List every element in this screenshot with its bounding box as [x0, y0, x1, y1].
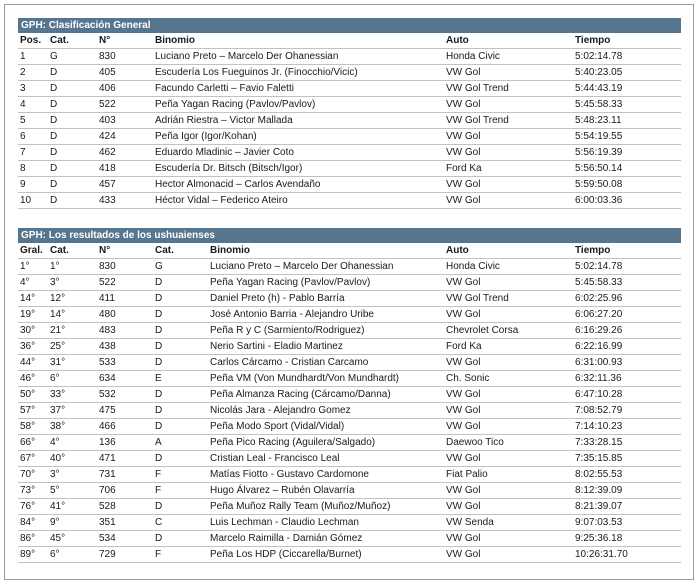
cell-category-position: 14° — [48, 307, 97, 323]
cell-number: 483 — [97, 323, 153, 339]
cell-time: 5:02:14.78 — [573, 49, 681, 65]
cell-overall: 30° — [18, 323, 48, 339]
cell-car: VW Gol — [444, 419, 573, 435]
cell-number: 475 — [97, 403, 153, 419]
cell-time: 6:32:11.36 — [573, 371, 681, 387]
cell-time: 8:21:39.07 — [573, 499, 681, 515]
table-row — [18, 291, 681, 307]
cell-category: D — [153, 387, 208, 403]
table-row — [18, 145, 681, 161]
cell-time: 5:45:58.33 — [573, 275, 681, 291]
cell-car: Daewoo Tico — [444, 435, 573, 451]
table-row — [18, 177, 681, 193]
cell-time: 5:48:23.11 — [573, 113, 681, 129]
cell-time: 8:12:39.09 — [573, 483, 681, 499]
cell-car: Fiat Palio — [444, 467, 573, 483]
table-row — [18, 323, 681, 339]
cell-time: 5:59:50.08 — [573, 177, 681, 193]
cell-overall: 58° — [18, 419, 48, 435]
cell-car: Chevrolet Corsa — [444, 323, 573, 339]
cell-number: 830 — [97, 259, 153, 275]
cell-overall: 57° — [18, 403, 48, 419]
table-row — [18, 451, 681, 467]
cell-number: 729 — [97, 547, 153, 563]
table-row — [18, 307, 681, 323]
table-row — [18, 275, 681, 291]
cell-number: 480 — [97, 307, 153, 323]
cell-category-position: 33° — [48, 387, 97, 403]
cell-time: 9:25:36.18 — [573, 531, 681, 547]
table-row — [18, 129, 681, 145]
cell-category: D — [48, 193, 97, 209]
table-row — [18, 547, 681, 563]
cell-crew: Peña Muñoz Rally Team (Muñoz/Muñoz) — [208, 499, 444, 515]
cell-time: 5:56:50.14 — [573, 161, 681, 177]
cell-crew: Adrián Riestra – Victor Mallada — [153, 113, 444, 129]
cell-overall: 46° — [18, 371, 48, 387]
cell-category-position: 6° — [48, 547, 97, 563]
cell-crew: Hector Almonacid – Carlos Avendaño — [153, 177, 444, 193]
table-row — [18, 49, 681, 65]
table-row — [18, 515, 681, 531]
general-classification-section — [18, 18, 681, 209]
cell-number: 438 — [97, 339, 153, 355]
cell-number: 532 — [97, 387, 153, 403]
cell-category-position: 3° — [48, 275, 97, 291]
cell-category: D — [153, 291, 208, 307]
cell-category: D — [48, 97, 97, 113]
cell-category: G — [153, 259, 208, 275]
cell-number: 405 — [97, 65, 153, 81]
cell-category: D — [153, 307, 208, 323]
table-row — [18, 403, 681, 419]
cell-overall: 73° — [18, 483, 48, 499]
header-number: N° — [97, 243, 153, 259]
table-row — [18, 419, 681, 435]
cell-time: 6:31:00.93 — [573, 355, 681, 371]
cell-category: F — [153, 483, 208, 499]
cell-crew: Nicolás Jara - Alejandro Gomez — [208, 403, 444, 419]
table-row — [18, 113, 681, 129]
cell-crew: Peña Yagan Racing (Pavlov/Pavlov) — [208, 275, 444, 291]
cell-number: 731 — [97, 467, 153, 483]
cell-number: 406 — [97, 81, 153, 97]
cell-number: 424 — [97, 129, 153, 145]
cell-crew: Luis Lechman - Claudio Lechman — [208, 515, 444, 531]
cell-time: 6:22:16.99 — [573, 339, 681, 355]
cell-car: VW Gol — [444, 451, 573, 467]
cell-crew: Peña Yagan Racing (Pavlov/Pavlov) — [153, 97, 444, 113]
cell-position: 2 — [18, 65, 48, 81]
cell-crew: Hugo Álvarez – Rubén Olavarría — [208, 483, 444, 499]
cell-category: D — [153, 403, 208, 419]
cell-number: 433 — [97, 193, 153, 209]
table-header-row — [18, 33, 681, 49]
cell-category-position: 40° — [48, 451, 97, 467]
cell-category-position: 45° — [48, 531, 97, 547]
cell-time: 5:45:58.33 — [573, 97, 681, 113]
cell-number: 706 — [97, 483, 153, 499]
cell-crew: Eduardo Mladinic – Javier Coto — [153, 145, 444, 161]
cell-category-position: 5° — [48, 483, 97, 499]
table-row — [18, 65, 681, 81]
cell-number: 136 — [97, 435, 153, 451]
table-row — [18, 339, 681, 355]
cell-crew: Peña R y C (Sarmiento/Rodriguez) — [208, 323, 444, 339]
cell-car: VW Gol Trend — [444, 113, 573, 129]
header-time: Tiempo — [573, 33, 681, 49]
cell-category: A — [153, 435, 208, 451]
ushuaia-results-table — [18, 243, 681, 563]
cell-time: 10:26:31.70 — [573, 547, 681, 563]
cell-position: 10 — [18, 193, 48, 209]
cell-category-position: 3° — [48, 467, 97, 483]
cell-category: D — [153, 419, 208, 435]
cell-overall: 4° — [18, 275, 48, 291]
cell-category: D — [153, 499, 208, 515]
cell-time: 6:00:03.36 — [573, 193, 681, 209]
table-row — [18, 387, 681, 403]
cell-crew: Peña VM (Von Mundhardt/Von Mundhardt) — [208, 371, 444, 387]
cell-time: 7:08:52.79 — [573, 403, 681, 419]
cell-crew: Peña Los HDP (Ciccarella/Burnet) — [208, 547, 444, 563]
table-row — [18, 97, 681, 113]
cell-category: D — [153, 451, 208, 467]
cell-car: VW Gol — [444, 403, 573, 419]
cell-car: VW Gol — [444, 387, 573, 403]
cell-overall: 84° — [18, 515, 48, 531]
header-category: Cat. — [48, 33, 97, 49]
cell-time: 5:02:14.78 — [573, 259, 681, 275]
cell-category: D — [48, 129, 97, 145]
cell-category: D — [48, 65, 97, 81]
cell-overall: 70° — [18, 467, 48, 483]
cell-car: VW Gol — [444, 483, 573, 499]
cell-time: 6:47:10.28 — [573, 387, 681, 403]
table-row — [18, 81, 681, 97]
cell-crew: Peña Igor (Igor/Kohan) — [153, 129, 444, 145]
cell-category: G — [48, 49, 97, 65]
cell-number: 418 — [97, 161, 153, 177]
table-row — [18, 371, 681, 387]
cell-overall: 14° — [18, 291, 48, 307]
cell-overall: 89° — [18, 547, 48, 563]
cell-category: D — [153, 355, 208, 371]
cell-number: 471 — [97, 451, 153, 467]
cell-category-position: 4° — [48, 435, 97, 451]
cell-category: C — [153, 515, 208, 531]
cell-position: 9 — [18, 177, 48, 193]
cell-number: 634 — [97, 371, 153, 387]
cell-category: D — [153, 531, 208, 547]
cell-crew: Escudería Dr. Bitsch (Bitsch/Igor) — [153, 161, 444, 177]
cell-number: 351 — [97, 515, 153, 531]
cell-crew: Marcelo Raimilla - Damián Gómez — [208, 531, 444, 547]
header-crew: Binomio — [208, 243, 444, 259]
cell-crew: Nerio Sartini - Eladio Martinez — [208, 339, 444, 355]
cell-position: 1 — [18, 49, 48, 65]
cell-car: VW Gol — [444, 97, 573, 113]
cell-time: 6:16:29.26 — [573, 323, 681, 339]
cell-number: 403 — [97, 113, 153, 129]
cell-time: 8:02:55.53 — [573, 467, 681, 483]
cell-number: 522 — [97, 97, 153, 113]
table-row — [18, 467, 681, 483]
cell-overall: 36° — [18, 339, 48, 355]
cell-time: 6:02:25.96 — [573, 291, 681, 307]
table-row — [18, 499, 681, 515]
ushuaia-results-title: GPH: Los resultados de los ushuaienses — [18, 228, 681, 243]
cell-category-position: 31° — [48, 355, 97, 371]
cell-time: 7:35:15.85 — [573, 451, 681, 467]
ushuaia-results-section — [18, 228, 681, 563]
cell-overall: 19° — [18, 307, 48, 323]
header-position: Pos. — [18, 33, 48, 49]
cell-car: VW Gol — [444, 499, 573, 515]
cell-number: 528 — [97, 499, 153, 515]
cell-time: 5:44:43.19 — [573, 81, 681, 97]
cell-category-position: 25° — [48, 339, 97, 355]
cell-car: VW Gol — [444, 193, 573, 209]
cell-category-position: 41° — [48, 499, 97, 515]
cell-category: E — [153, 371, 208, 387]
cell-category-position: 21° — [48, 323, 97, 339]
cell-car: VW Gol — [444, 307, 573, 323]
table-row — [18, 435, 681, 451]
cell-category-position: 9° — [48, 515, 97, 531]
cell-number: 457 — [97, 177, 153, 193]
cell-number: 830 — [97, 49, 153, 65]
cell-car: Honda Civic — [444, 49, 573, 65]
cell-overall: 67° — [18, 451, 48, 467]
cell-car: VW Gol — [444, 177, 573, 193]
cell-position: 3 — [18, 81, 48, 97]
cell-category-position: 37° — [48, 403, 97, 419]
cell-crew: Héctor Vidal – Federico Ateiro — [153, 193, 444, 209]
cell-car: VW Gol — [444, 129, 573, 145]
cell-car: VW Gol — [444, 355, 573, 371]
cell-car: VW Gol — [444, 547, 573, 563]
cell-time: 9:07:03.53 — [573, 515, 681, 531]
cell-category: D — [48, 81, 97, 97]
cell-number: 411 — [97, 291, 153, 307]
cell-car: Ch. Sonic — [444, 371, 573, 387]
cell-category: D — [48, 161, 97, 177]
cell-car: VW Gol Trend — [444, 81, 573, 97]
cell-car: VW Gol — [444, 275, 573, 291]
cell-car: VW Gol — [444, 65, 573, 81]
cell-category-position: 6° — [48, 371, 97, 387]
cell-time: 5:40:23.05 — [573, 65, 681, 81]
cell-time: 5:56:19.39 — [573, 145, 681, 161]
cell-overall: 66° — [18, 435, 48, 451]
table-row — [18, 193, 681, 209]
cell-overall: 86° — [18, 531, 48, 547]
general-classification-title: GPH: Clasificación General — [18, 18, 681, 33]
header-time: Tiempo — [573, 243, 681, 259]
cell-crew: Facundo Carletti – Favio Faletti — [153, 81, 444, 97]
cell-position: 5 — [18, 113, 48, 129]
cell-category: F — [153, 547, 208, 563]
cell-category: D — [48, 113, 97, 129]
cell-time: 7:33:28.15 — [573, 435, 681, 451]
cell-crew: Luciano Preto – Marcelo Der Ohanessian — [208, 259, 444, 275]
cell-car: Ford Ka — [444, 339, 573, 355]
cell-category: D — [48, 145, 97, 161]
cell-crew: Matías Fiotto - Gustavo Cardomone — [208, 467, 444, 483]
cell-time: 7:14:10.23 — [573, 419, 681, 435]
cell-car: VW Senda — [444, 515, 573, 531]
cell-number: 533 — [97, 355, 153, 371]
cell-car: VW Gol Trend — [444, 291, 573, 307]
cell-number: 534 — [97, 531, 153, 547]
cell-number: 462 — [97, 145, 153, 161]
cell-crew: Carlos Cárcamo - Cristian Carcamo — [208, 355, 444, 371]
table-row — [18, 259, 681, 275]
cell-category-position: 1° — [48, 259, 97, 275]
cell-overall: 76° — [18, 499, 48, 515]
cell-crew: Escudería Los Fueguinos Jr. (Finocchio/Vicic) — [153, 65, 444, 81]
cell-crew: Daniel Preto (h) - Pablo Barría — [208, 291, 444, 307]
cell-category: F — [153, 467, 208, 483]
table-row — [18, 161, 681, 177]
header-car: Auto — [444, 33, 573, 49]
cell-position: 7 — [18, 145, 48, 161]
cell-number: 466 — [97, 419, 153, 435]
cell-crew: Cristian Leal - Francisco Leal — [208, 451, 444, 467]
cell-car: Ford Ka — [444, 161, 573, 177]
table-row — [18, 531, 681, 547]
table-row — [18, 483, 681, 499]
cell-crew: Peña Almanza Racing (Cárcamo/Danna) — [208, 387, 444, 403]
cell-time: 5:54:19.55 — [573, 129, 681, 145]
cell-crew: Luciano Preto – Marcelo Der Ohanessian — [153, 49, 444, 65]
table-row — [18, 355, 681, 371]
cell-category-position: 12° — [48, 291, 97, 307]
header-category-position: Cat. — [48, 243, 97, 259]
cell-category: D — [153, 339, 208, 355]
cell-crew: Peña Pico Racing (Aguilera/Salgado) — [208, 435, 444, 451]
cell-position: 6 — [18, 129, 48, 145]
cell-category: D — [153, 323, 208, 339]
cell-overall: 50° — [18, 387, 48, 403]
cell-position: 8 — [18, 161, 48, 177]
cell-crew: Peña Modo Sport (Vidal/Vidal) — [208, 419, 444, 435]
header-overall: Gral. — [18, 243, 48, 259]
header-number: N° — [97, 33, 153, 49]
cell-crew: José Antonio Barria - Alejandro Uribe — [208, 307, 444, 323]
cell-category-position: 38° — [48, 419, 97, 435]
cell-category: D — [48, 177, 97, 193]
general-classification-table — [18, 33, 681, 209]
table-header-row — [18, 243, 681, 259]
cell-overall: 44° — [18, 355, 48, 371]
header-crew: Binomio — [153, 33, 444, 49]
cell-car: VW Gol — [444, 145, 573, 161]
cell-position: 4 — [18, 97, 48, 113]
cell-category: D — [153, 275, 208, 291]
cell-overall: 1° — [18, 259, 48, 275]
cell-number: 522 — [97, 275, 153, 291]
cell-time: 6:06:27.20 — [573, 307, 681, 323]
header-car: Auto — [444, 243, 573, 259]
header-category: Cat. — [153, 243, 208, 259]
cell-car: VW Gol — [444, 531, 573, 547]
cell-car: Honda Civic — [444, 259, 573, 275]
